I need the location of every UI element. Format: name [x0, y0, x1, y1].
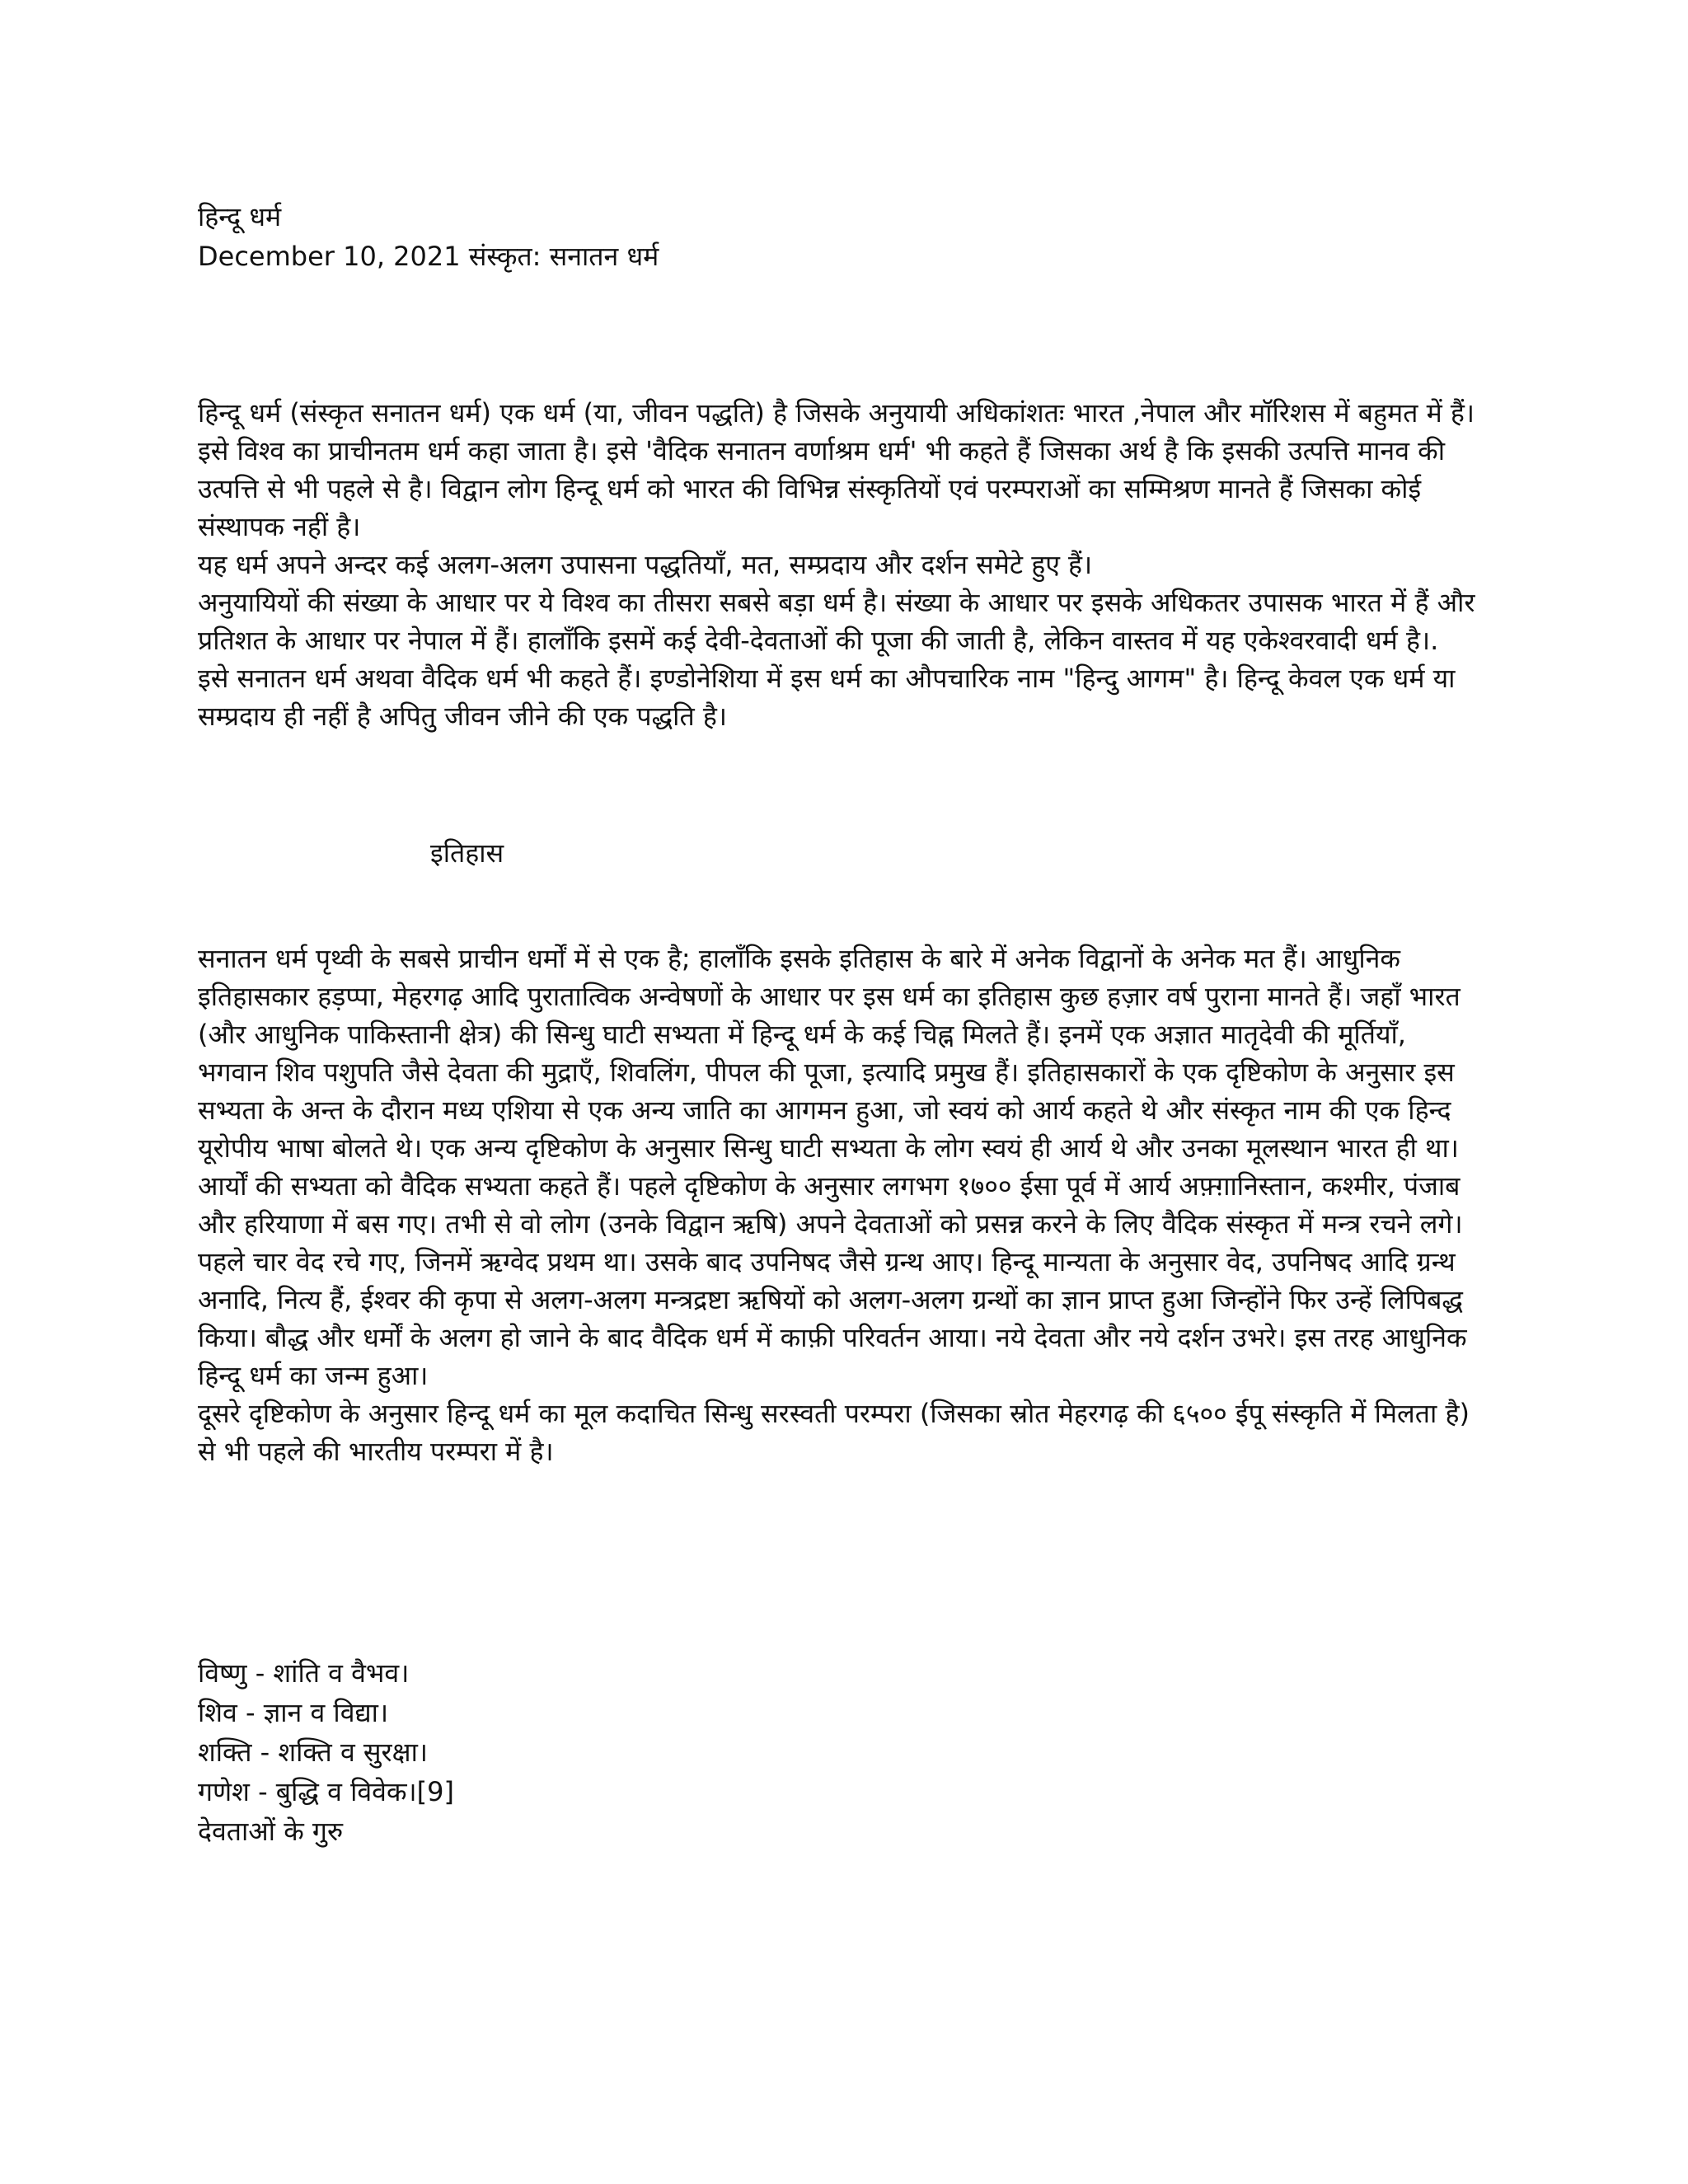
deity-attributes-list [198, 1653, 454, 1851]
intro-section [198, 394, 1484, 735]
list-item: विष्णु - शांति व वैभव। [198, 1657, 410, 1689]
list-item: गणेश - बुद्धि व विवेक।[9] [198, 1776, 454, 1807]
intro-paragraph: हिन्दू धर्म (संस्कृत सनातन धर्म) एक धर्म (या, जीवन पद्धति) है जिसके अनुयायी अधिकांशतः भारत ,नेपाल और मॉरिशस में बहुमत में हैं। इसे विश्व का प्राचीनतम धर्म कहा जाता है। इसे 'वैदिक सनातन वर्णाश्रम धर्म' भी कहते हैं जिसका अर्थ है कि इसकी उत्पत्ति मानव की उत्पत्ति से भी पहले से है। विद्वान लोग हिन्दू धर्म को भारत की विभिन्न संस्कृतियों एवं परम्पराओं का सम्मिश्रण मानते हैं जिसका कोई संस्थापक नहीं है। [198, 397, 1475, 542]
intro-paragraph: अनुयायियों की संख्या के आधार पर ये विश्व का तीसरा सबसे बड़ा धर्म है। संख्या के आधार पर इसके अधिकतर उपासक भारत में हैं और प्रतिशत के आधार पर नेपाल में हैं। हालाँकि इसमें कई देवी-देवताओं की पूजा की जाती है, लेकिन वास्तव में यह एकेश्वरवादी धर्म है।. [198, 587, 1475, 656]
history-paragraph: सनातन धर्म पृथ्वी के सबसे प्राचीन धर्मों में से एक है; हालाँकि इसके इतिहास के बारे में अनेक विद्वानों के अनेक मत हैं। आधुनिक इतिहासकार हड़प्पा, मेहरगढ़ आदि पुरातात्विक अन्वेषणों के आधार पर इस धर्म का इतिहास कुछ हज़ार वर्ष पुराना मानते हैं। जहाँ भारत (और आधुनिक पाकिस्तानी क्षेत्र) की सिन्धु घाटी सभ्यता में हिन्दू धर्म के कई चिह्न मिलते हैं। इनमें एक अज्ञात मातृदेवी की मूर्तियाँ, भगवान शिव पशुपति जैसे देवता की मुद्राएँ, शिवलिंग, पीपल की पूजा, इत्यादि प्रमुख हैं। इतिहासकारों के एक दृष्टिकोण के अनुसार इस सभ्यता के अन्त के दौरान मध्य एशिया से एक अन्य जाति का आगमन हुआ, जो स्वयं को आर्य कहते थे और संस्कृत नाम की एक हिन्द यूरोपीय भाषा बोलते थे। एक अन्य दृष्टिकोण के अनुसार सिन्धु घाटी सभ्यता के लोग स्वयं ही आर्य थे और उनका मूलस्थान भारत ही था। [198, 943, 1461, 1164]
document-title: हिन्दू धर्म [198, 201, 282, 232]
history-paragraph: आर्यों की सभ्यता को वैदिक सभ्यता कहते हैं। पहले दृष्टिकोण के अनुसार लगभग १७०० ईसा पूर्व में आर्य अफ़्ग़ानिस्तान, कश्मीर, पंजाब और हरियाणा में बस गए। तभी से वो लोग (उनके विद्वान ऋषि) अपने देवताओं को प्रसन्न करने के लिए वैदिक संस्कृत में मन्त्र रचने लगे। पहले चार वेद रचे गए, जिनमें ऋग्वेद प्रथम था। उसके बाद उपनिषद जैसे ग्रन्थ आए। हिन्दू मान्यता के अनुसार वेद, उपनिषद आदि ग्रन्थ अनादि, नित्य हैं, ईश्वर की कृपा से अलग-अलग मन्त्रद्रष्टा ऋषियों को अलग-अलग ग्रन्थों का ज्ञान प्राप्त हुआ जिन्होंने फिर उन्हें लिपिबद्ध किया। बौद्ध और धर्मों के अलग हो जाने के बाद वैदिक धर्म में काफ़ी परिवर्तन आया। नये देवता और नये दर्शन उभरे। इस तरह आधुनिक हिन्दू धर्म का जन्म हुआ। [198, 1170, 1467, 1391]
history-section [198, 940, 1484, 1470]
section-heading-history: इतिहास [430, 837, 504, 869]
intro-paragraph: इसे सनातन धर्म अथवा वैदिक धर्म भी कहते हैं। इण्डोनेशिया में इस धर्म का औपचारिक नाम "हिन्दु आगम" है। हिन्दू केवल एक धर्म या सम्प्रदाय ही नहीं है अपितु जीवन जीने की एक पद्धति है। [198, 663, 1456, 732]
intro-paragraph: यह धर्म अपने अन्दर कई अलग-अलग उपासना पद्धतियाँ, मत, सम्प्रदाय और दर्शन समेटे हुए हैं। [198, 549, 1093, 580]
list-item: शिव - ज्ञान व विद्या। [198, 1697, 389, 1728]
document-date-line: December 10, 2021 संस्कृत: सनातन धर्म [198, 241, 659, 272]
list-item: देवताओं के गुरु [198, 1816, 344, 1847]
history-paragraph: दूसरे दृष्टिकोण के अनुसार हिन्दू धर्म का मूल कदाचित सिन्धु सरस्वती परम्परा (जिसका स्रोत मेहरगढ़ की ६५०० ईपू संस्कृति में मिलता है) से भी पहले की भारतीय परम्परा में है। [198, 1398, 1470, 1467]
list-item: शक्ति - शक्ति व सुरक्षा। [198, 1736, 428, 1768]
